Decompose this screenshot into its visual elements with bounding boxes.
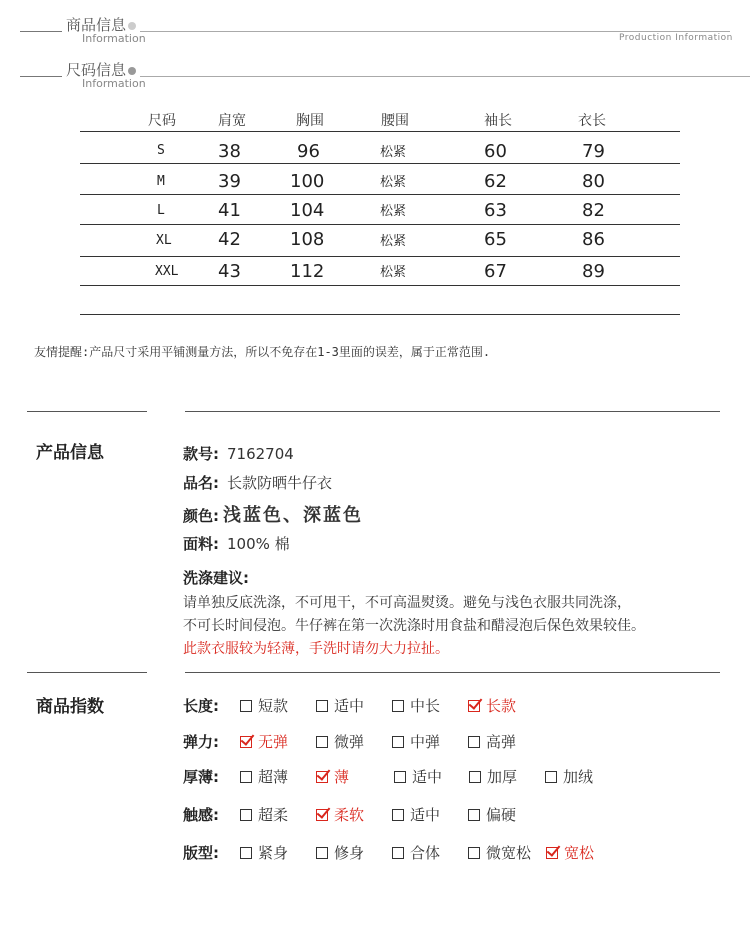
checkbox-icon[interactable] xyxy=(240,847,252,859)
length-option-long[interactable]: 长款 xyxy=(468,695,516,716)
fit-option-slightly-loose[interactable]: 微宽松 xyxy=(468,842,531,863)
feel-option-firm[interactable]: 偏硬 xyxy=(468,804,516,825)
color-label: 颜色: xyxy=(183,507,219,525)
table-cell-length: 80 xyxy=(582,171,605,192)
wash-advice-line-1: 请单独反底洗涤，不可甩干，不可高温熨烫。避免与浅色衣服共同洗涤， xyxy=(183,595,631,611)
checkbox-icon[interactable] xyxy=(240,771,252,783)
table-cell-waist: 松紧 xyxy=(380,265,407,280)
product-index-title: 商品指数 xyxy=(36,697,104,717)
style-number-label: 款号: xyxy=(183,445,219,463)
table-cell-size: L xyxy=(157,203,165,218)
table-cell-shoulder: 42 xyxy=(218,229,241,250)
length-option-short[interactable]: 短款 xyxy=(240,695,288,716)
table-cell-waist: 松紧 xyxy=(380,175,407,190)
header-product-info-en: Information xyxy=(82,32,146,45)
checkbox-icon[interactable] xyxy=(240,809,252,821)
checkbox-icon[interactable] xyxy=(240,700,252,712)
table-cell-sleeve: 67 xyxy=(484,261,507,282)
fabric-row xyxy=(183,533,290,554)
fit-option-slim[interactable]: 修身 xyxy=(316,842,364,863)
header-size-info-en: Information xyxy=(82,77,146,90)
table-cell-chest: 96 xyxy=(297,141,320,162)
table-cell-shoulder: 38 xyxy=(218,141,241,162)
measurement-tip: 友情提醒:产品尺寸采用平铺测量方法，所以不免存在1-3里面的误差，属于正常范围. xyxy=(34,345,491,359)
table-cell-size: S xyxy=(157,143,165,158)
thickness-label: 厚薄: xyxy=(183,768,219,786)
style-number-row xyxy=(183,443,294,464)
table-cell-chest: 108 xyxy=(290,229,325,250)
length-option-medium[interactable]: 适中 xyxy=(316,695,364,716)
table-cell-size: XL xyxy=(156,233,172,248)
elasticity-label: 弹力: xyxy=(183,733,219,751)
product-name-row xyxy=(183,472,332,493)
checkbox-icon[interactable] xyxy=(469,771,481,783)
table-cell-shoulder: 41 xyxy=(218,200,241,221)
col-header-size: 尺码 xyxy=(148,113,176,129)
fit-option-loose[interactable]: 宽松 xyxy=(546,842,594,863)
table-cell-shoulder: 39 xyxy=(218,171,241,192)
checked-checkbox-icon[interactable] xyxy=(316,771,328,783)
production-information-label: Production Information xyxy=(619,33,733,43)
elasticity-option-high[interactable]: 高弹 xyxy=(468,731,516,752)
table-cell-sleeve: 60 xyxy=(484,141,507,162)
feel-option-soft[interactable]: 柔软 xyxy=(316,804,364,825)
product-info-title: 产品信息 xyxy=(36,443,104,463)
table-cell-chest: 100 xyxy=(290,171,325,192)
table-cell-size: M xyxy=(157,174,165,189)
table-cell-length: 82 xyxy=(582,200,605,221)
table-cell-chest: 112 xyxy=(290,261,325,282)
checkbox-icon[interactable] xyxy=(545,771,557,783)
checkbox-icon[interactable] xyxy=(392,847,404,859)
feel-label: 触感: xyxy=(183,806,219,824)
style-number-value: 7162704 xyxy=(227,445,294,463)
elasticity-option-none[interactable]: 无弹 xyxy=(240,731,288,752)
table-cell-waist: 松紧 xyxy=(380,204,407,219)
fit-label: 版型: xyxy=(183,844,219,862)
table-cell-waist: 松紧 xyxy=(380,234,407,249)
col-header-sleeve: 袖长 xyxy=(484,113,512,129)
checkbox-icon[interactable] xyxy=(468,809,480,821)
length-option-mid-long[interactable]: 中长 xyxy=(392,695,440,716)
col-header-length: 衣长 xyxy=(578,113,606,129)
table-cell-shoulder: 43 xyxy=(218,261,241,282)
thickness-option-ultra-thin[interactable]: 超薄 xyxy=(240,766,288,787)
elasticity-option-medium[interactable]: 中弹 xyxy=(392,731,440,752)
checkbox-icon[interactable] xyxy=(392,736,404,748)
table-cell-size: XXL xyxy=(155,264,179,279)
fabric-value: 100% 棉 xyxy=(227,535,290,553)
thickness-option-thick[interactable]: 加厚 xyxy=(469,766,517,787)
checked-checkbox-icon[interactable] xyxy=(546,847,558,859)
checkbox-icon[interactable] xyxy=(316,700,328,712)
checkbox-icon[interactable] xyxy=(316,736,328,748)
color-row xyxy=(183,501,363,527)
checkbox-icon[interactable] xyxy=(392,809,404,821)
col-header-chest: 胸围 xyxy=(296,113,324,129)
table-cell-chest: 104 xyxy=(290,200,325,221)
checkbox-icon[interactable] xyxy=(394,771,406,783)
wash-advice-title: 洗涤建议: xyxy=(183,569,249,587)
feel-option-medium[interactable]: 适中 xyxy=(392,804,440,825)
header-dot-icon xyxy=(128,22,136,30)
table-cell-length: 89 xyxy=(582,261,605,282)
checkbox-icon[interactable] xyxy=(392,700,404,712)
fit-option-regular[interactable]: 合体 xyxy=(392,842,440,863)
checked-checkbox-icon[interactable] xyxy=(468,700,480,712)
elasticity-option-slight[interactable]: 微弹 xyxy=(316,731,364,752)
table-cell-waist: 松紧 xyxy=(380,145,407,160)
checked-checkbox-icon[interactable] xyxy=(240,736,252,748)
fabric-label: 面料: xyxy=(183,535,219,553)
thickness-option-fleece[interactable]: 加绒 xyxy=(545,766,593,787)
checkbox-icon[interactable] xyxy=(316,847,328,859)
fit-option-tight[interactable]: 紧身 xyxy=(240,842,288,863)
color-value: 浅蓝色、深蓝色 xyxy=(223,505,363,526)
checkbox-icon[interactable] xyxy=(468,847,480,859)
wash-advice-line-2: 不可长时间侵泡。牛仔裤在第一次洗涤时用食盐和醋浸泡后保色效果较佳。 xyxy=(183,618,645,634)
table-cell-sleeve: 62 xyxy=(484,171,507,192)
table-cell-length: 86 xyxy=(582,229,605,250)
header-size-info-cn: 尺码信息 xyxy=(66,59,136,80)
length-label: 长度: xyxy=(183,697,219,715)
feel-option-ultra-soft[interactable]: 超柔 xyxy=(240,804,288,825)
col-header-shoulder: 肩宽 xyxy=(218,113,246,129)
thickness-option-medium[interactable]: 适中 xyxy=(394,766,442,787)
table-cell-sleeve: 63 xyxy=(484,200,507,221)
col-header-waist: 腰围 xyxy=(381,113,409,129)
checkbox-icon[interactable] xyxy=(468,736,480,748)
table-cell-length: 79 xyxy=(582,141,605,162)
thickness-option-thin[interactable]: 薄 xyxy=(316,766,349,787)
wash-warning: 此款衣服较为轻薄，手洗时请勿大力拉扯。 xyxy=(183,641,449,657)
header-dot-icon xyxy=(128,67,136,75)
product-name-label: 品名: xyxy=(183,474,219,492)
header-product-info-cn: 商品信息 xyxy=(66,14,136,35)
checked-checkbox-icon[interactable] xyxy=(316,809,328,821)
table-cell-sleeve: 65 xyxy=(484,229,507,250)
product-name-value: 长款防晒牛仔衣 xyxy=(227,474,333,492)
